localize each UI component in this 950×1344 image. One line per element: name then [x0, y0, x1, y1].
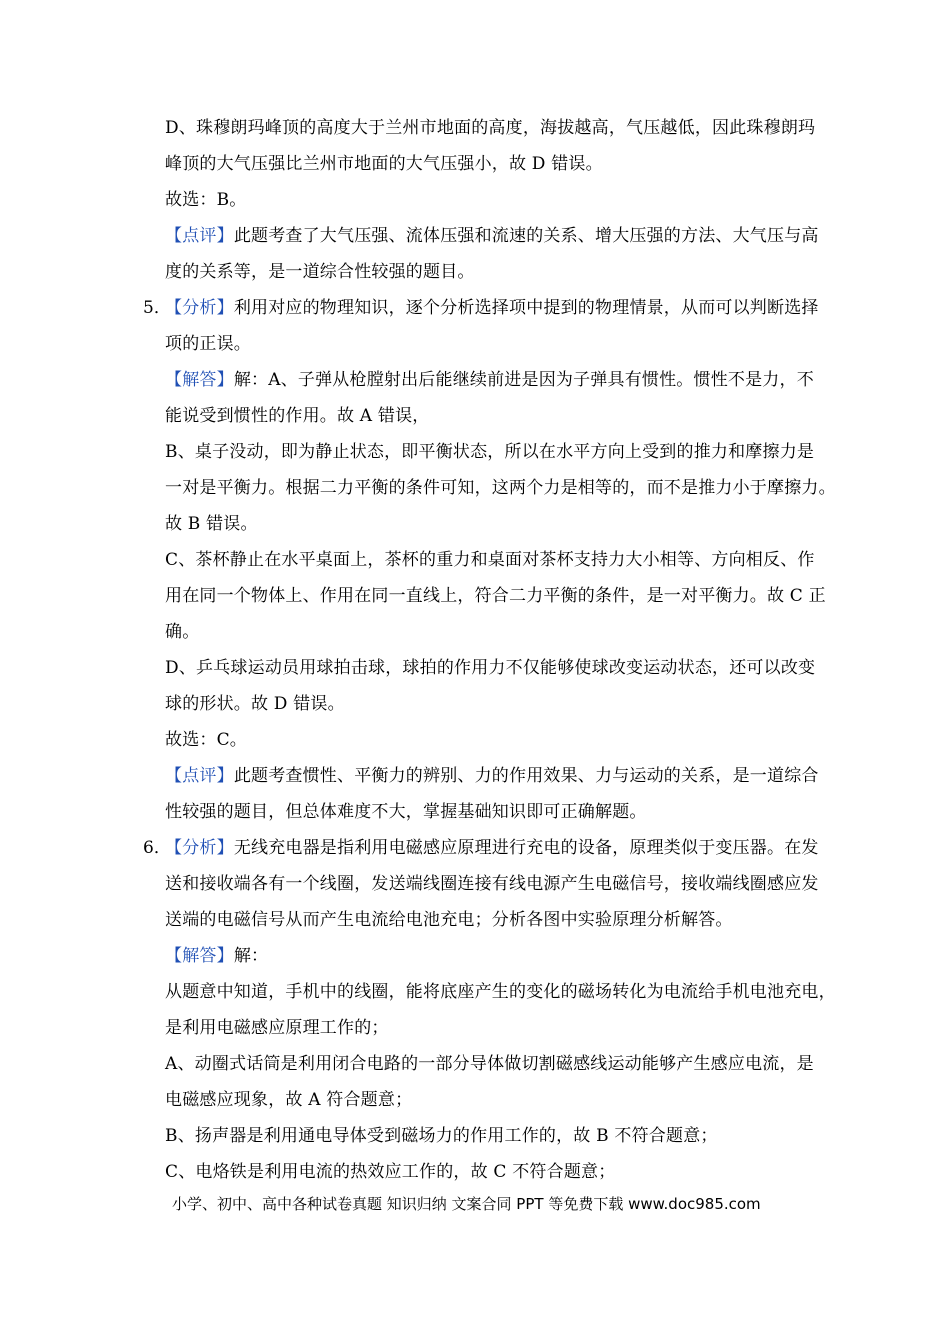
q5-option-b-line3: 故 B 错误。 — [165, 514, 258, 534]
analysis-tag: 【分析】 — [165, 838, 234, 858]
q6-body-line2: 是利用电磁感应原理工作的； — [165, 1018, 389, 1038]
answer-tag: 【解答】 — [165, 370, 234, 390]
q6-body-line1: 从题意中知道，手机中的线圈，能将底座产生的变化的磁场转化为电流给手机电池充电， — [165, 982, 836, 1002]
q4-review-line1: 【点评】此题考查了大气压强、流体压强和流速的关系、增大压强的方法、大气压与高 — [165, 226, 819, 246]
analysis-tag: 【分析】 — [165, 298, 234, 318]
q5-number: 5． — [143, 298, 171, 318]
q5-review-line1: 【点评】此题考查惯性、平衡力的辨别、力的作用效果、力与运动的关系，是一道综合 — [165, 766, 819, 786]
q6-analysis-line3: 送端的电磁信号从而产生电流给电池充电；分析各图中实验原理分析解答。 — [165, 910, 733, 930]
q5-option-d-line1: D、乒乓球运动员用球拍击球，球拍的作用力不仅能够使球改变运动状态，还可以改变 — [165, 658, 816, 678]
q5-choice: 故选：C。 — [165, 730, 248, 750]
q6-option-c-line1: C、电烙铁是利用电流的热效应工作的，故 C 不符合题意； — [165, 1162, 616, 1182]
q4-choice: 故选：B。 — [165, 190, 247, 210]
q5-analysis-line2: 项的正误。 — [165, 334, 251, 354]
q6-option-b-line1: B、扬声器是利用通电导体受到磁场力的作用工作的，故 B 不符合题意； — [165, 1126, 718, 1146]
page-footer: 小学、初中、高中各种试卷真题 知识归纳 文案合同 PPT 等免费下载 www.doc985.com — [172, 1195, 761, 1213]
q6-option-a-line1: A、动圈式话筒是利用闭合电路的一部分导体做切割磁感线运动能够产生感应电流，是 — [165, 1054, 814, 1074]
review-tag: 【点评】 — [165, 226, 234, 246]
q5-review-line2: 性较强的题目，但总体难度不大，掌握基础知识即可正确解题。 — [165, 802, 647, 822]
review-tag: 【点评】 — [165, 766, 234, 786]
q5-option-b-line2: 一对是平衡力。根据二力平衡的条件可知，这两个力是相等的，而不是推力小于摩擦力。 — [165, 478, 836, 498]
q6-analysis-line2: 送和接收端各有一个线圈，发送端线圈连接有线电源产生电磁信号，接收端线圈感应发 — [165, 874, 819, 894]
q5-option-d-line2: 球的形状。故 D 错误。 — [165, 694, 345, 714]
q4-review-line2: 度的关系等，是一道综合性较强的题目。 — [165, 262, 475, 282]
q5-answer-line1: 【解答】解：A、子弹从枪膛射出后能继续前进是因为子弹具有惯性。惯性不是力，不 — [165, 370, 814, 390]
q6-answer-line1: 【解答】解： — [165, 946, 269, 966]
q5-option-b-line1: B、桌子没动，即为静止状态，即平衡状态，所以在水平方向上受到的推力和摩擦力是 — [165, 442, 815, 462]
q5-option-c-line2: 用在同一个物体上、作用在同一直线上，符合二力平衡的条件，是一对平衡力。故 C 正 — [165, 586, 826, 606]
q5-answer-line2: 能说受到惯性的作用。故 A 错误， — [165, 406, 430, 426]
q6-number: 6． — [143, 838, 171, 858]
q5-option-c-line3: 确。 — [165, 622, 200, 642]
q6-option-a-line2: 电磁感应现象，故 A 符合题意； — [165, 1090, 413, 1110]
q4-option-d-line2: 峰顶的大气压强比兰州市地面的大气压强小，故 D 错误。 — [165, 154, 603, 174]
answer-tag: 【解答】 — [165, 946, 234, 966]
q6-analysis-line1: 【分析】无线充电器是指利用电磁感应原理进行充电的设备，原理类似于变压器。在发 — [165, 838, 819, 858]
q5-option-c-line1: C、茶杯静止在水平桌面上，茶杯的重力和桌面对茶杯支持力大小相等、方向相反、作 — [165, 550, 815, 570]
q5-analysis-line1: 【分析】利用对应的物理知识，逐个分析选择项中提到的物理情景，从而可以判断选择 — [165, 298, 819, 318]
q4-option-d-line1: D、珠穆朗玛峰顶的高度大于兰州市地面的高度，海拔越高，气压越低，因此珠穆朗玛 — [165, 118, 816, 138]
